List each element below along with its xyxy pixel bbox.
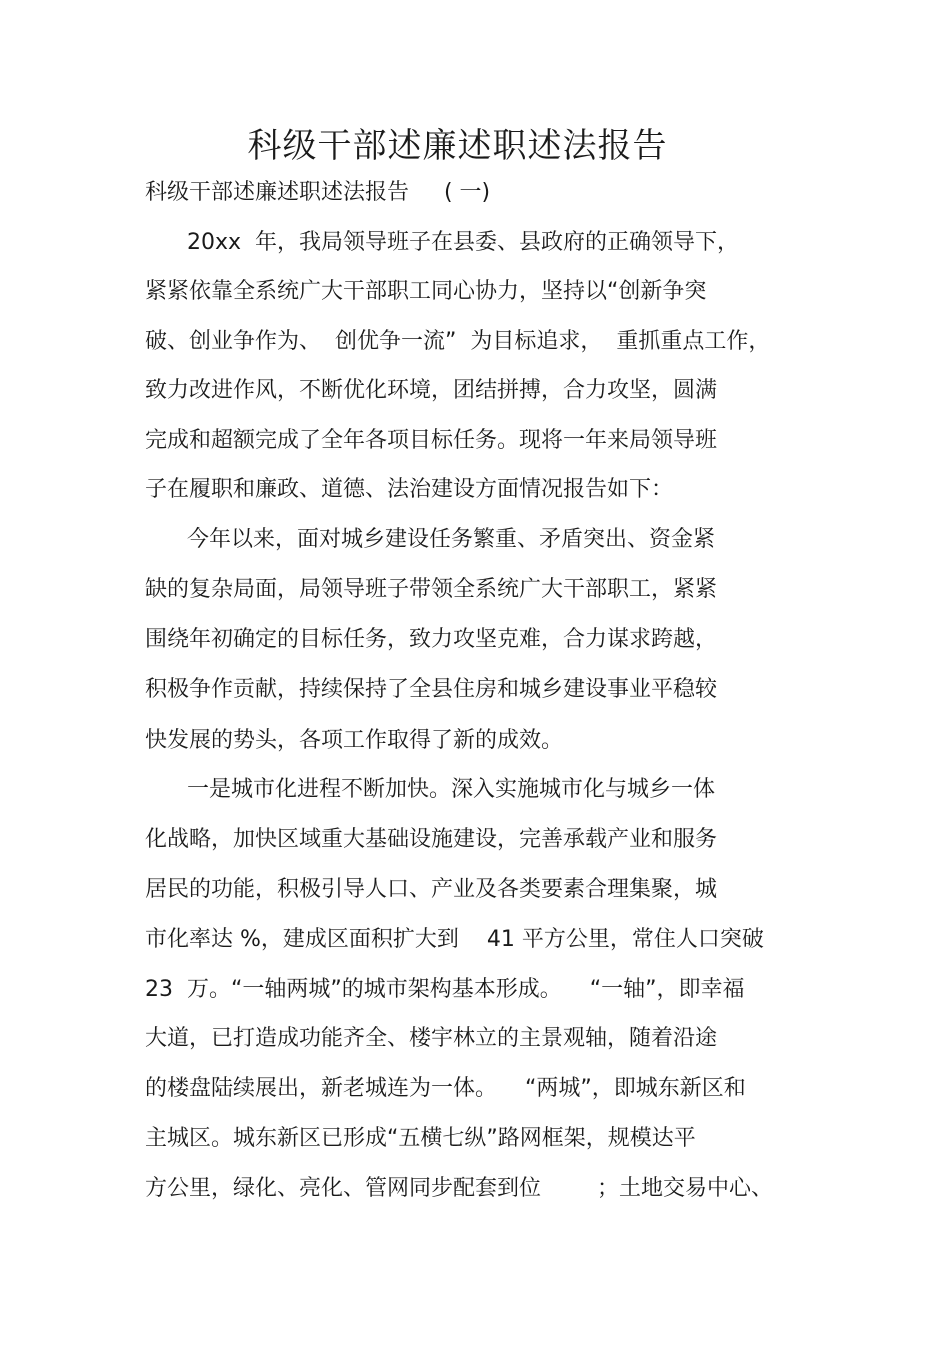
- document-subtitle: 科级干部述廉述职述法报告 ( 一): [145, 180, 491, 205]
- paragraph-line: 23 万。“一轴两城”的城市架构基本形成。 “一轴”，即幸福: [145, 977, 745, 1002]
- paragraph-line: 20xx 年，我局领导班子在县委、县政府的正确领导下，: [145, 230, 739, 255]
- paragraph-line: 方公里，绿化、亮化、管网同步配套到位 ；土地交易中心、: [145, 1176, 773, 1201]
- paragraph-line: 完成和超额完成了全年各项目标任务。现将一年来局领导班: [145, 428, 718, 453]
- paragraph-line: 围绕年初确定的目标任务，致力攻坚克难，合力谋求跨越，: [145, 627, 718, 652]
- paragraph-line: 今年以来，面对城乡建设任务繁重、矛盾突出、资金紧: [145, 527, 715, 552]
- document-title: 科级干部述廉述职述法报告: [247, 126, 668, 166]
- paragraph-line: 大道，已打造成功能齐全、楼宇林立的主景观轴，随着沿途: [145, 1026, 718, 1051]
- paragraph-line: 破、创业争作为、 创优争一流” 为目标追求， 重抓重点工作，: [145, 329, 771, 354]
- paragraph-line: 主城区。城东新区已形成“五横七纵”路网框架，规模达平: [145, 1126, 696, 1151]
- paragraph-line: 一是城市化进程不断加快。深入实施城市化与城乡一体: [145, 777, 715, 802]
- paragraph-line: 致力改进作风，不断优化环境，团结拼搏，合力攻坚，圆满: [145, 378, 718, 403]
- paragraph-line: 市化率达 %，建成区面积扩大到 41 平方公里，常住人口突破: [145, 927, 764, 952]
- paragraph-line: 紧紧依靠全系统广大干部职工同心协力，坚持以“创新争突: [145, 279, 707, 304]
- paragraph-line: 化战略，加快区域重大基础设施建设，完善承载产业和服务: [145, 827, 718, 852]
- paragraph-line: 快发展的势头，各项工作取得了新的成效。: [145, 728, 564, 753]
- paragraph-line: 积极争作贡献，持续保持了全县住房和城乡建设事业平稳较: [145, 677, 718, 702]
- paragraph-line: 子在履职和廉政、道德、法治建设方面情况报告如下：: [145, 477, 674, 502]
- paragraph-line: 居民的功能，积极引导人口、产业及各类要素合理集聚，城: [145, 877, 718, 902]
- paragraph-line: 缺的复杂局面，局领导班子带领全系统广大干部职工，紧紧: [145, 577, 718, 602]
- paragraph-line: 的楼盘陆续展出，新老城连为一体。 “两城”，即城东新区和: [145, 1076, 746, 1101]
